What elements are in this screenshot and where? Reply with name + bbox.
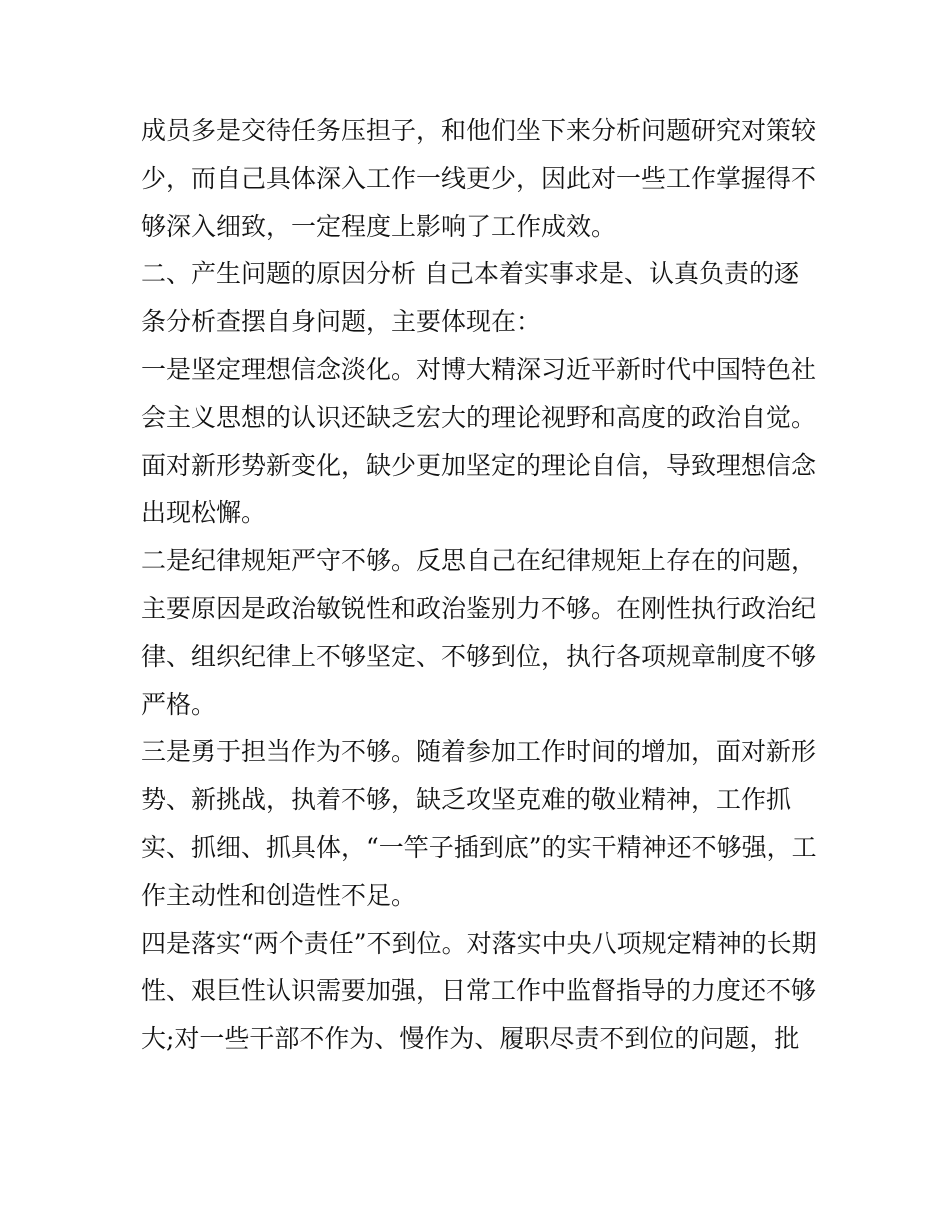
- text-line: 少，而自己具体深入工作一线更少，因此对一些工作掌握得不: [141, 163, 817, 193]
- text-line: 面对新形势新变化，缺少更加坚定的理论自信，导致理想信念: [141, 450, 817, 480]
- text-line: 够深入细致，一定程度上影响了工作成效。: [141, 211, 617, 241]
- text-line: 三是勇于担当作为不够。随着参加工作时间的增加，面对新形: [141, 737, 817, 767]
- text-line: 律、组织纪律上不够坚定、不够到位，执行各项规章制度不够: [141, 641, 817, 671]
- document-body: [141, 107, 821, 1063]
- text-line: 一是坚定理想信念淡化。对博大精深习近平新时代中国特色社: [141, 354, 817, 384]
- text-line: 会主义思想的认识还缺乏宏大的理论视野和高度的政治自觉。: [141, 402, 817, 432]
- text-line: 作主动性和创造性不足。: [141, 880, 417, 910]
- text-line: 成员多是交待任务压担子，和他们坐下来分析问题研究对策较: [141, 116, 817, 145]
- text-line: 势、新挑战，执着不够，缺乏攻坚克难的敬业精神，工作抓: [141, 785, 792, 815]
- text-line: 性、艰巨性认识需要加强，日常工作中监督指导的力度还不够: [141, 976, 817, 1006]
- text-line: 二是纪律规矩严守不够。反思自己在纪律规矩上存在的问题，: [141, 546, 817, 576]
- text-line: 出现松懈。: [141, 498, 267, 528]
- text-line: 主要原因是政治敏锐性和政治鉴别力不够。在刚性执行政治纪: [141, 593, 817, 623]
- text-line: 四是落实“两个责任”不到位。对落实中央八项规定精神的长期: [141, 928, 817, 958]
- text-line: 大;对一些干部不作为、慢作为、履职尽责不到位的问题，批: [141, 1024, 800, 1054]
- section-heading-line: 二、产生问题的原因分析 自己本着实事求是、认真负责的逐: [141, 259, 799, 289]
- text-line: 条分析查摆自身问题，主要体现在：: [141, 307, 542, 337]
- text-line: 实、抓细、抓具体，“一竿子插到底”的实干精神还不够强，工: [141, 832, 817, 862]
- text-line: 严格。: [141, 689, 217, 719]
